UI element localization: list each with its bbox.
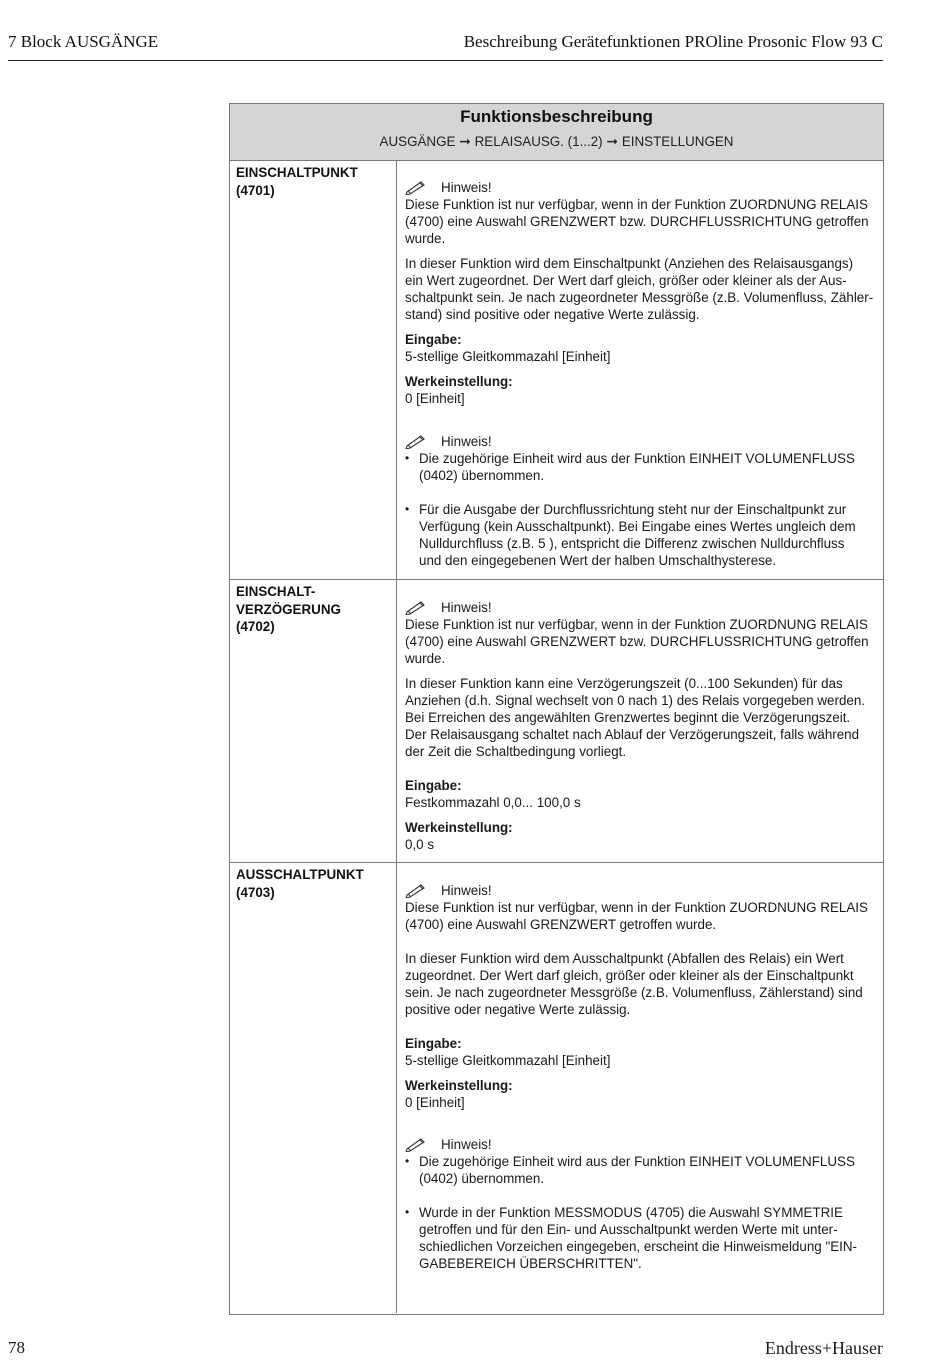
row-label (230, 863, 397, 1313)
function-code: (4703) (236, 884, 275, 900)
input-value: 5-stellige Gleitkommazahl [Einheit] (405, 1053, 611, 1068)
function-code: (4702) (236, 619, 275, 635)
factory-setting-value: 0 [Einheit] (405, 391, 465, 406)
input-label: Eingabe: (405, 1036, 462, 1051)
note-text-line: Diese Funktion ist nur verfügbar, wenn in der Funktion ZUORDNUNG RELAIS (405, 197, 868, 212)
bullet-text-line: Für die Ausgabe der Durchflussrichtung steht nur der Einschaltpunkt zur (419, 502, 847, 517)
bullet-icon: • (405, 1154, 410, 1168)
input-label: Eingabe: (405, 778, 462, 793)
note-text-line: (4700) eine Auswahl GRENZWERT getroffen wurde. (405, 917, 717, 932)
function-description-table (229, 103, 884, 1315)
note-heading: Hinweis! (405, 179, 492, 196)
factory-setting-label: Werkeinstellung: (405, 1078, 513, 1093)
description-line: sein. Je nach zugeordneter Messgröße (z.B. Volumenfluss, Zählerstand) sind (405, 985, 863, 1000)
bullet-text-line: (0402) übernommen. (419, 468, 545, 483)
brand-logo: Endress+Hauser (764, 1338, 883, 1358)
bullet-icon: • (405, 1205, 410, 1219)
note-text-line: (4700) eine Auswahl GRENZWERT bzw. DURCHFLUSSRICHTUNG getroffen (405, 214, 869, 229)
factory-setting-value: 0 [Einheit] (405, 1095, 465, 1110)
arrow-right-icon: ➞ (606, 133, 619, 149)
factory-setting-label: Werkeinstellung: (405, 820, 513, 835)
bullet-text-line: getroffen und für den Ein- und Ausschaltpunkt werden Werte mit unter- (419, 1222, 838, 1237)
table-row-ausschaltpunkt (230, 863, 883, 1313)
input-value: Festkommazahl 0,0... 100,0 s (405, 795, 581, 810)
bullet-text-line: schiedlichen Vorzeichen eingegeben, erscheint die Hinweismeldung "EIN- (419, 1239, 857, 1254)
description-line: positive oder negative Werte zulässig. (405, 1002, 631, 1017)
chapter-title: 7 Block AUSGÄNGE (8, 32, 159, 51)
pencil-note-icon (405, 434, 429, 449)
pencil-note-icon (405, 883, 429, 898)
bullet-text-line: Wurde in der Funktion MESSMODUS (4705) die Auswahl SYMMETRIE (419, 1205, 843, 1220)
bullet-text-line: Nulldurchfluss (z.B. 5 ), entspricht die Differenz zwischen Nulldurchfluss (419, 536, 845, 551)
bullet-text-line: Die zugehörige Einheit wird aus der Funktion EINHEIT VOLUMENFLUSS (419, 451, 855, 466)
note-text-line: Diese Funktion ist nur verfügbar, wenn in der Funktion ZUORDNUNG RELAIS (405, 617, 868, 632)
function-name: EINSCHALTPUNKT (236, 165, 358, 180)
bullet-text-line: Verfügung (kein Ausschaltpunkt). Bei Eingabe eines Wertes ungleich dem (419, 519, 856, 534)
function-name: VERZÖGERUNG (236, 601, 341, 617)
note-heading: Hinweis! (405, 433, 492, 450)
pencil-note-icon (405, 600, 429, 615)
description-line: In dieser Funktion wird dem Einschaltpunkt (Anziehen des Relaisausgangs) (405, 256, 854, 271)
input-value: 5-stellige Gleitkommazahl [Einheit] (405, 349, 611, 364)
document-title: Beschreibung Gerätefunktionen PROline Prosonic Flow 93 C (463, 32, 883, 51)
arrow-right-icon: ➞ (459, 133, 471, 149)
row-label (230, 161, 397, 579)
note-text-line: wurde. (405, 651, 446, 666)
note-text-line: wurde. (405, 231, 446, 246)
function-name: EINSCHALT- (236, 584, 316, 599)
bullet-text-line: (0402) übernommen. (419, 1171, 545, 1186)
function-code: (4701) (236, 182, 275, 198)
description-line: Bei Erreichen des angewählten Grenzwertes beginnt die Verzögerungszeit. (405, 710, 851, 725)
note-heading: Hinweis! (405, 599, 492, 616)
path-segment: RELAISAUSG. (1...2) (474, 134, 603, 149)
description-line: ein Wert zugeordnet. Der Wert darf gleich, größer oder kleiner als der Aus- (405, 273, 847, 288)
bullet-icon: • (405, 451, 410, 465)
note-text-line: Diese Funktion ist nur verfügbar, wenn in der Funktion ZUORDNUNG RELAIS (405, 900, 868, 915)
description-line: der Zeit die Schaltbedingung vorliegt. (405, 744, 627, 759)
input-label: Eingabe: (405, 332, 462, 347)
bullet-text-line: und den eingegebenen Wert der halben Umschalthysterese. (419, 553, 777, 568)
bullet-text-line: GABEBEREICH ÜBERSCHRITTEN". (419, 1256, 642, 1271)
page-number: 78 (8, 1338, 25, 1357)
factory-setting-value: 0,0 s (405, 837, 435, 852)
path-segment: EINSTELLUNGEN (621, 134, 734, 149)
table-row-einschaltpunkt (230, 161, 883, 580)
description-line: schaltpunkt sein. Je nach zugeordneter Messgröße (z.B. Volumenfluss, Zähler- (405, 290, 874, 305)
table-title: Funktionsbeschreibung (460, 107, 653, 126)
description-line: In dieser Funktion kann eine Verzögerungszeit (0...100 Sekunden) für das (405, 676, 843, 691)
description-line: zugeordnet. Der Wert darf gleich, größer oder kleiner als der Einschaltpunkt (405, 968, 854, 983)
factory-setting-label: Werkeinstellung: (405, 374, 513, 389)
bullet-text-line: Die zugehörige Einheit wird aus der Funktion EINHEIT VOLUMENFLUSS (419, 1154, 855, 1169)
page-header (8, 32, 883, 61)
description-line: In dieser Funktion wird dem Ausschaltpunkt (Abfallen des Relais) ein Wert (405, 951, 844, 966)
pencil-note-icon (405, 1137, 429, 1152)
row-label (230, 580, 397, 862)
table-header (230, 104, 883, 161)
path-segment: AUSGÄNGE (379, 134, 456, 149)
bullet-icon: • (405, 502, 410, 516)
table-row-einschaltverzoegerung (230, 580, 883, 863)
description-line: Anziehen (d.h. Signal wechselt von 0 nach 1) des Relais vorgegeben werden. (405, 693, 866, 708)
function-name: AUSSCHALTPUNKT (236, 867, 364, 882)
note-text-line: (4700) eine Auswahl GRENZWERT bzw. DURCHFLUSSRICHTUNG getroffen (405, 634, 869, 649)
pencil-note-icon (405, 180, 429, 195)
menu-path (230, 133, 883, 150)
description-line: stand) sind positive oder negative Werte zulässig. (405, 307, 700, 322)
note-heading: Hinweis! (405, 1136, 492, 1153)
description-line: Der Relaisausgang schaltet nach Ablauf der Verzögerungszeit, falls während (405, 727, 860, 742)
note-heading: Hinweis! (405, 882, 492, 899)
